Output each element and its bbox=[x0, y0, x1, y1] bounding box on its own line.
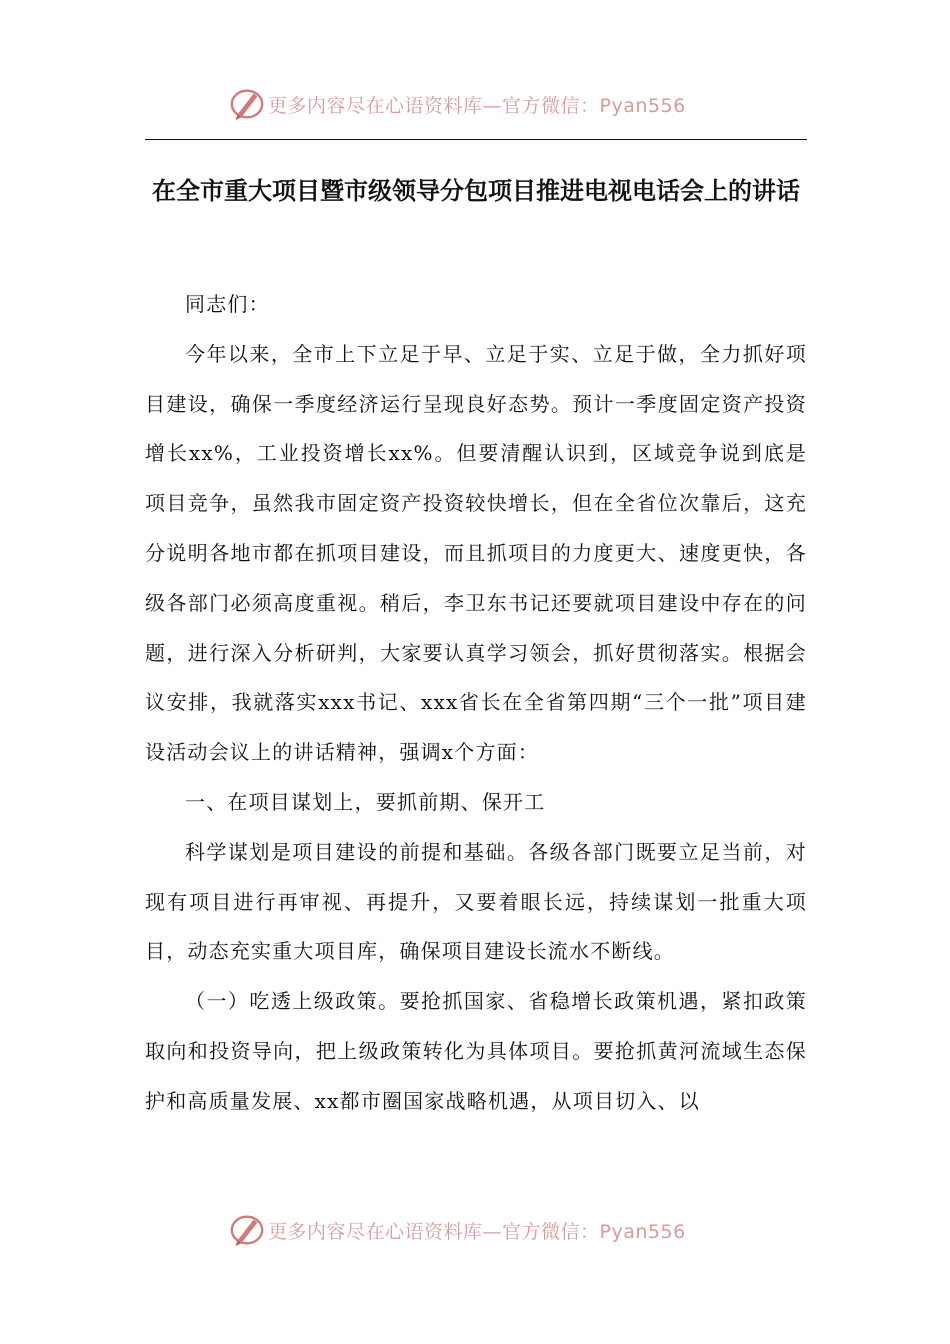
paragraph-3: （一）吃透上级政策。要抢抓国家、省稳增长政策机遇，紧扣政策取向和投资导向，把上级政策转化为具体项目。要抢抓黄河流域生态保护和高质量发展、xx都市圈国家战略机遇，从项目切入、以 bbox=[145, 989, 807, 1113]
watermark-text: 更多内容尽在心语资料库—官方微信：Pyan556 bbox=[268, 1220, 686, 1243]
watermark-text: 更多内容尽在心语资料库—官方微信：Pyan556 bbox=[268, 94, 686, 117]
greeting: 同志们： bbox=[185, 292, 270, 316]
header-rule bbox=[145, 139, 807, 140]
watermark-header bbox=[228, 84, 728, 124]
paragraph-2: 科学谋划是项目建设的前提和基础。各级各部门既要立足当前，对现有项目进行再审视、再提升，又要着眼长远，持续谋划一批重大项目，动态充实重大项目库，确保项目建设长流水不断线。 bbox=[145, 839, 807, 964]
section-heading-1: 一、在项目谋划上，要抓前期、保开工 bbox=[185, 789, 546, 814]
pen-logo-icon bbox=[228, 85, 266, 123]
pen-logo-icon bbox=[228, 1211, 266, 1249]
watermark-footer bbox=[228, 1210, 728, 1250]
document-title: 在全市重大项目暨市级领导分包项目推进电视电话会上的讲话 bbox=[152, 177, 800, 205]
paragraph-1: 今年以来，全市上下立足于早、立足于实、立足于做，全力抓好项目建设，确保一季度经济运行呈现良好态势。预计一季度固定资产投资增长xx%，工业投资增长xx%。但要清醒认识到，区域竞争说到底是项目竞争，虽然我市固定资产投资较快增长，但在全省位次靠后，这充分说明各地市都在抓项目建设，而且抓项目的力度更大、速度更快，各级各部门必须高度重视。稍后，李卫东书记还要就项目建设中存在的问题，进行深入分析研判，大家要认真学习领会，抓好贯彻落实。根据会议安排，我就落实xxx书记、xxx省长在全省第四期“三个一批”项目建设活动会议上的讲话精神，强调x个方面： bbox=[145, 341, 807, 765]
document-body bbox=[145, 280, 807, 1127]
